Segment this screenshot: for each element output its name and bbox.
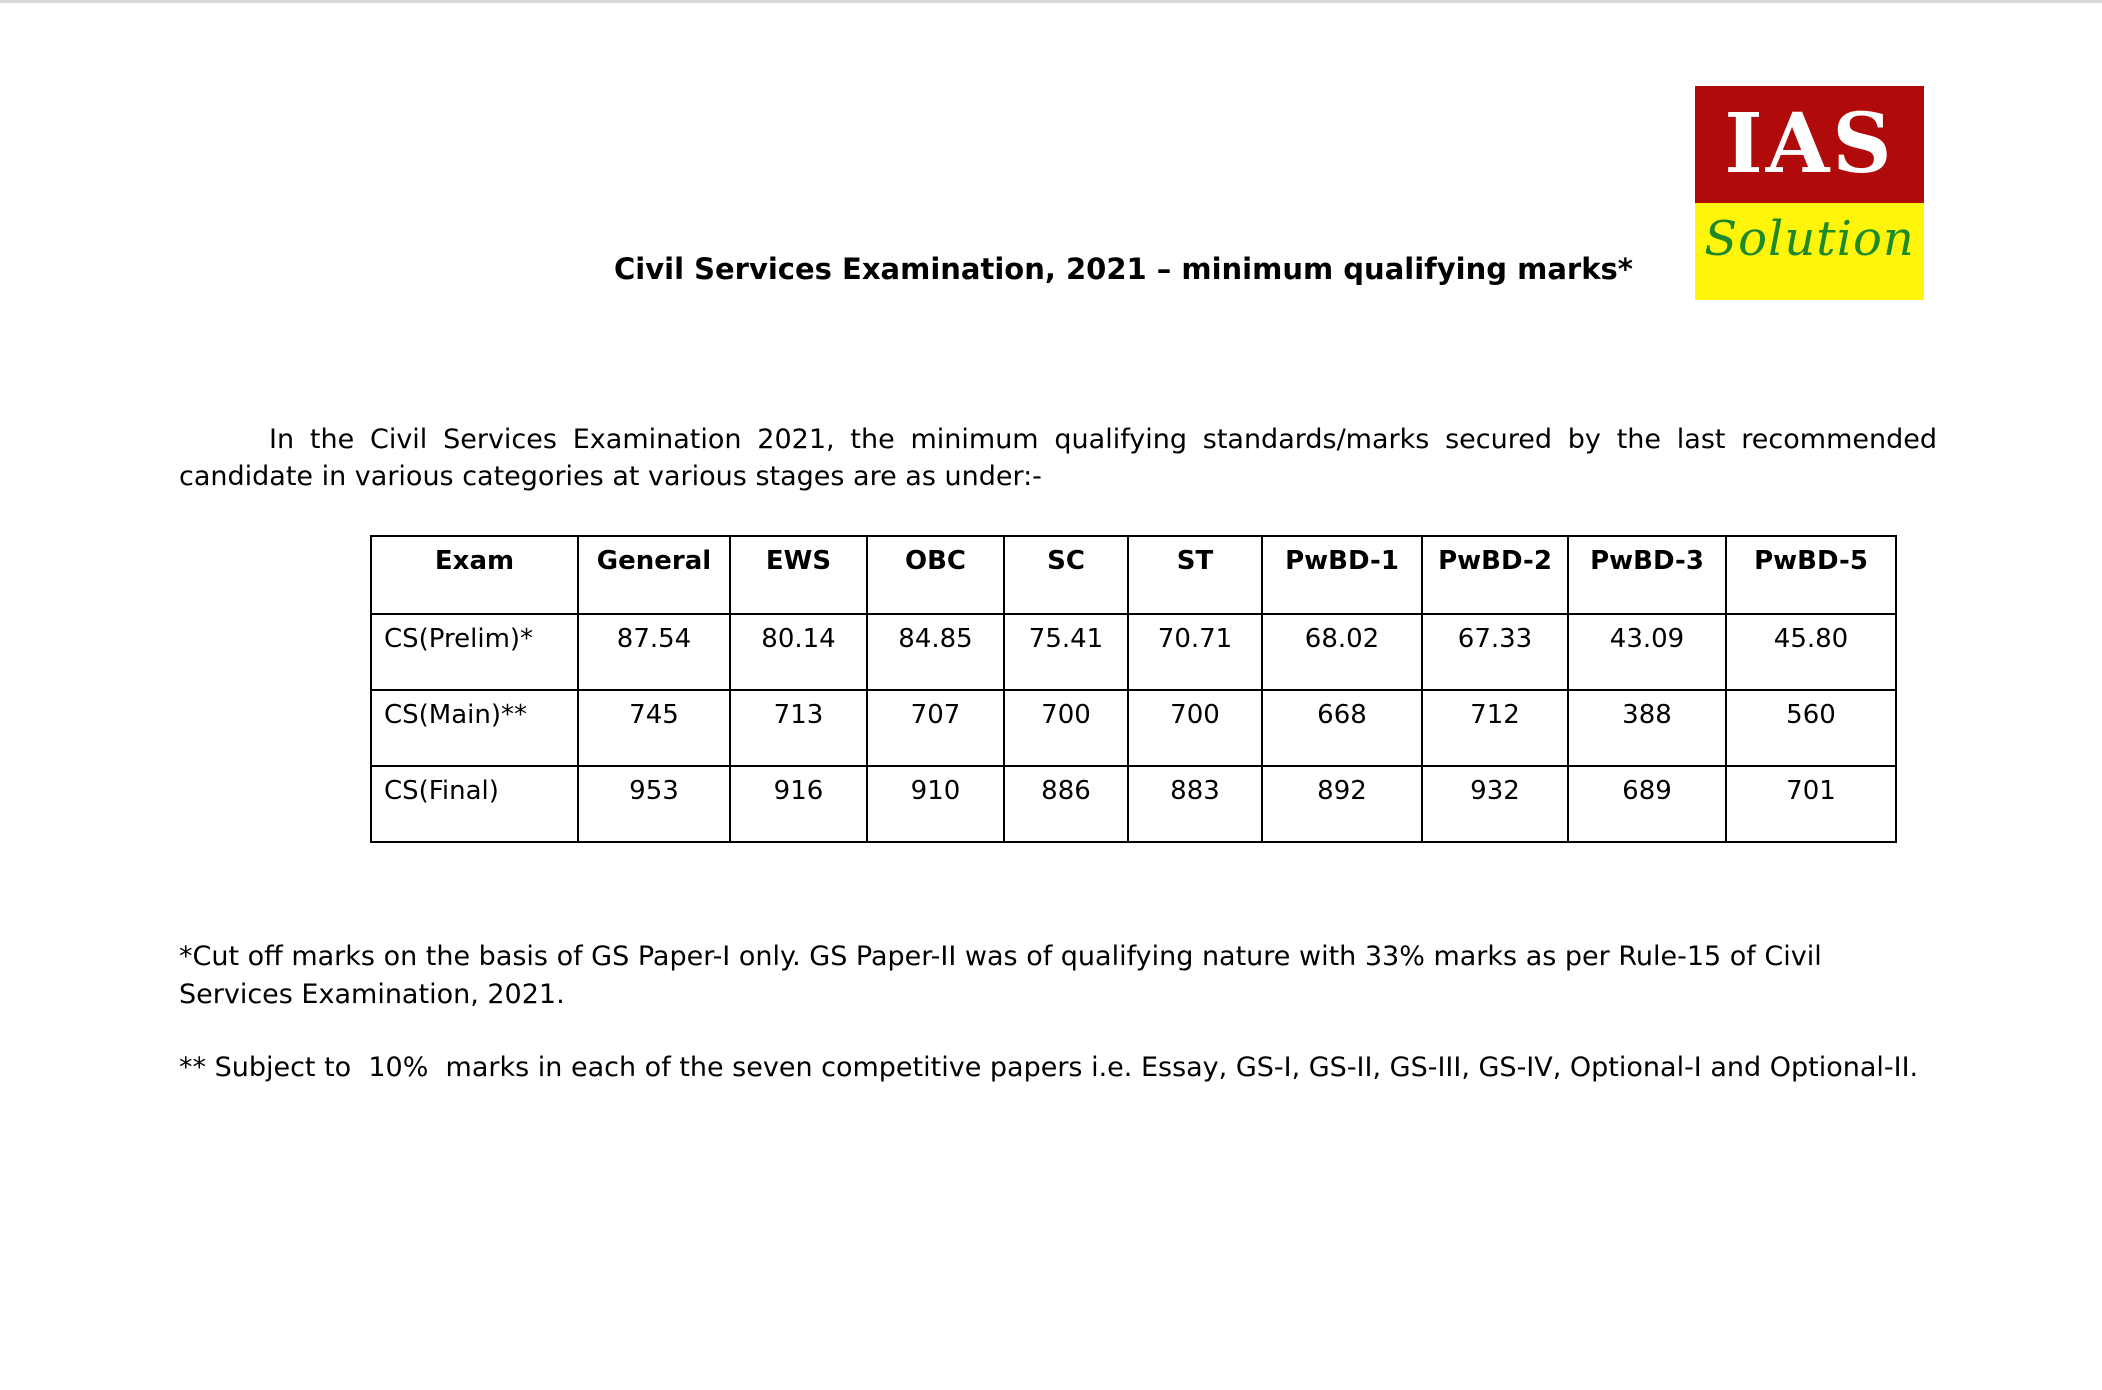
table-cell: 910 xyxy=(867,766,1004,842)
table-header-row xyxy=(371,536,1896,614)
table-cell: 745 xyxy=(578,690,730,766)
table-cell: 916 xyxy=(730,766,867,842)
table-cell: 560 xyxy=(1726,690,1896,766)
table-cell: 68.02 xyxy=(1262,614,1422,690)
table-cell: 668 xyxy=(1262,690,1422,766)
logo-solution-band xyxy=(1695,203,1924,300)
table-cell: 689 xyxy=(1568,766,1726,842)
qualifying-marks-table xyxy=(370,535,1897,843)
header-st: ST xyxy=(1128,536,1262,614)
table-cell: 70.71 xyxy=(1128,614,1262,690)
row-label: CS(Main)** xyxy=(371,690,578,766)
table-cell: 953 xyxy=(578,766,730,842)
table-cell: 87.54 xyxy=(578,614,730,690)
header-general: General xyxy=(578,536,730,614)
table-cell: 67.33 xyxy=(1422,614,1568,690)
table-row-final xyxy=(371,766,1896,842)
table-cell: 388 xyxy=(1568,690,1726,766)
table-cell: 45.80 xyxy=(1726,614,1896,690)
table-cell: 700 xyxy=(1004,690,1128,766)
document-title: Civil Services Examination, 2021 – minimum qualifying marks* xyxy=(614,252,1633,286)
row-label: CS(Prelim)* xyxy=(371,614,578,690)
table-cell: 701 xyxy=(1726,766,1896,842)
table-cell: 712 xyxy=(1422,690,1568,766)
header-sc: SC xyxy=(1004,536,1128,614)
header-exam: Exam xyxy=(371,536,578,614)
table-row-main xyxy=(371,690,1896,766)
header-obc: OBC xyxy=(867,536,1004,614)
table-cell: 80.14 xyxy=(730,614,867,690)
header-pwbd-3: PwBD-3 xyxy=(1568,536,1726,614)
table-cell: 700 xyxy=(1128,690,1262,766)
footnote-prelim: *Cut off marks on the basis of GS Paper-I only. GS Paper-II was of qualifying nature with 33% marks as per Rule-15 of Civil Services Examination, 2021. xyxy=(179,941,1822,1010)
table-cell: 892 xyxy=(1262,766,1422,842)
header-ews: EWS xyxy=(730,536,867,614)
table-cell: 932 xyxy=(1422,766,1568,842)
logo-solution-text: Solution xyxy=(1704,211,1915,267)
intro-paragraph: In the Civil Services Examination 2021, the minimum qualifying standards/marks secured by the last recommended candidate in various categories at various stages are as under:- xyxy=(179,424,1937,492)
page-top-border xyxy=(0,0,2102,3)
footnote-main: ** Subject to 10% marks in each of the seven competitive papers i.e. Essay, GS-I, GS-II, GS-III, GS-IV, Optional-I and Optional-II. xyxy=(179,1052,1919,1083)
table-row-prelim xyxy=(371,614,1896,690)
header-pwbd-1: PwBD-1 xyxy=(1262,536,1422,614)
table-cell: 707 xyxy=(867,690,1004,766)
table-cell: 713 xyxy=(730,690,867,766)
table-cell: 75.41 xyxy=(1004,614,1128,690)
logo-ias-text: IAS xyxy=(1695,86,1924,203)
table-cell: 883 xyxy=(1128,766,1262,842)
table-cell: 43.09 xyxy=(1568,614,1726,690)
row-label: CS(Final) xyxy=(371,766,578,842)
table-cell: 84.85 xyxy=(867,614,1004,690)
ias-solution-logo xyxy=(1695,86,1924,300)
table-cell: 886 xyxy=(1004,766,1128,842)
header-pwbd-5: PwBD-5 xyxy=(1726,536,1896,614)
header-pwbd-2: PwBD-2 xyxy=(1422,536,1568,614)
